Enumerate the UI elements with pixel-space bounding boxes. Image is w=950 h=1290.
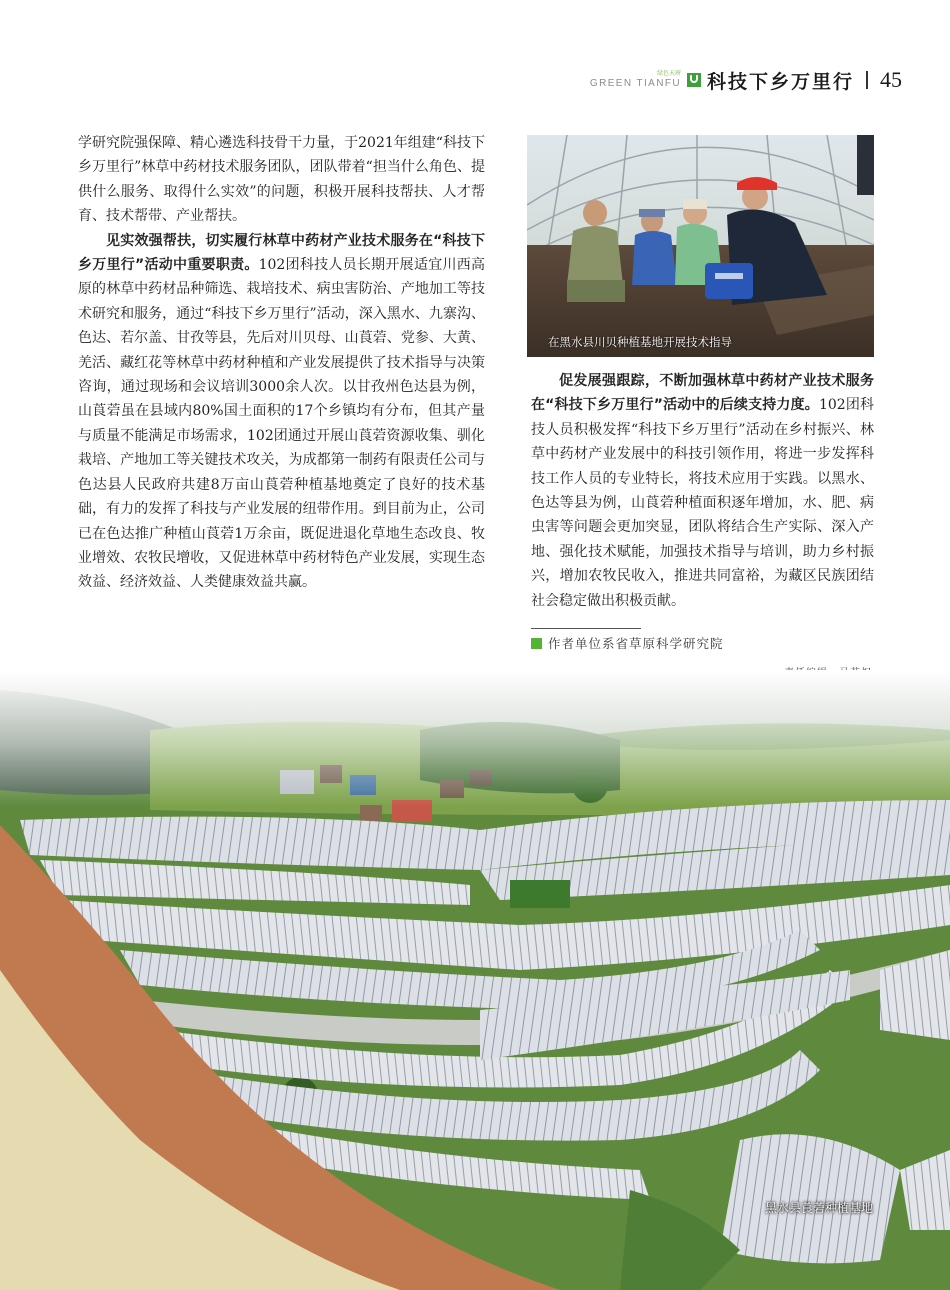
- aerial-photo-caption: 黑水县莨菪种植基地: [764, 1201, 873, 1215]
- paragraph-achievement: [78, 229, 485, 595]
- section-title: 科技下乡万里行: [706, 70, 854, 93]
- green-square-icon: [531, 638, 542, 649]
- author-divider: [531, 628, 641, 629]
- paragraph-followup: [531, 369, 874, 613]
- magazine-brand: [590, 70, 681, 90]
- brand-english: GREEN TIANFU: [589, 78, 681, 89]
- aerial-terrace-photo: [0, 670, 950, 1290]
- greenhouse-photo-caption: 在黑水县川贝种植基地开展技术指导: [548, 335, 732, 349]
- author-affiliation: [531, 634, 724, 652]
- paragraph-body: 102团科技人员积极发挥“科技下乡万里行”活动在乡村振兴、林草中药材产业发展中的科技引领作用，将进一步发挥科技工作人员的专业特长，将技术应用于实践。以黑水、色达等县为例，山莨菪种植面积逐年增加，水、肥、病虫害等问题会更加突显，团队将结合生产实际、深入产地、强化技术赋能，加强技术指导与培训，助力乡村振兴，增加农牧民收入，推进共同富裕，为藏区民族团结社会稳定做出积极贡献。: [531, 397, 874, 609]
- page-number: 45: [880, 67, 902, 92]
- left-article-column: [78, 131, 485, 595]
- paragraph-intro: 学研究院强保障、精心遴选科技骨干力量，于2021年组建“科技下乡万里行”林草中药材技术服务团队，团队带着“担当什么角色、提供什么服务、取得什么实效”的问题，积极开展科技帮扶、人才帮育、技术帮带、产业帮扶。: [78, 135, 485, 225]
- greenhouse-photo: [527, 135, 874, 357]
- paragraph-lead: 见实效强帮扶，切实履行林草中药材产业技术服务在“科技下乡万里行”活动中重要职责。: [78, 232, 485, 274]
- paragraph-lead: 促发展强跟踪，不断加强林草中药材产业技术服务在“科技下乡万里行”活动中的后续支持力度。: [531, 373, 874, 414]
- brand-small-text: 绿色天府: [656, 70, 681, 77]
- brand-logo-icon: [687, 73, 701, 87]
- page-header: [590, 62, 902, 98]
- right-article-column: [531, 369, 874, 613]
- paragraph-body: 102团科技人员长期开展适宜川西高原的林草中药材品种筛选、栽培技术、病虫害防治、产地加工等技术研究和服务，通过“科技下乡万里行”活动，深入黑水、九寨沟、色达、若尔盖、甘孜等县，先后对川贝母、山莨菪、党参、大黄、羌活、藏红花等林草中药材种植和产业发展提供了技术指导与决策咨询，通过现场和会议培训3000余人次。以甘孜州色达县为例，山莨菪虽在县域内80%国土面积的17个乡镇均有分布，但其产量与质量不能满足市场需求，102团通过开展山莨菪资源收集、驯化栽培、产地加工等关键技术攻关，为成都第一制药有限责任公司与色达县人民政府共建8万亩山莨菪种植基地奠定了良好的技术基础，有力的发挥了科技与产业发展的纽带作用。到目前为止，公司已在色达推广种植山莨菪1万余亩，既促进退化草地生态改良、牧业增效、农牧民增收，又促进林草中药材特色产业发展，实现生态效益、经济效益、人类健康效益共赢。: [78, 257, 485, 591]
- author-text: 作者单位系省草原科学研究院: [548, 636, 724, 651]
- header-divider: [866, 71, 868, 89]
